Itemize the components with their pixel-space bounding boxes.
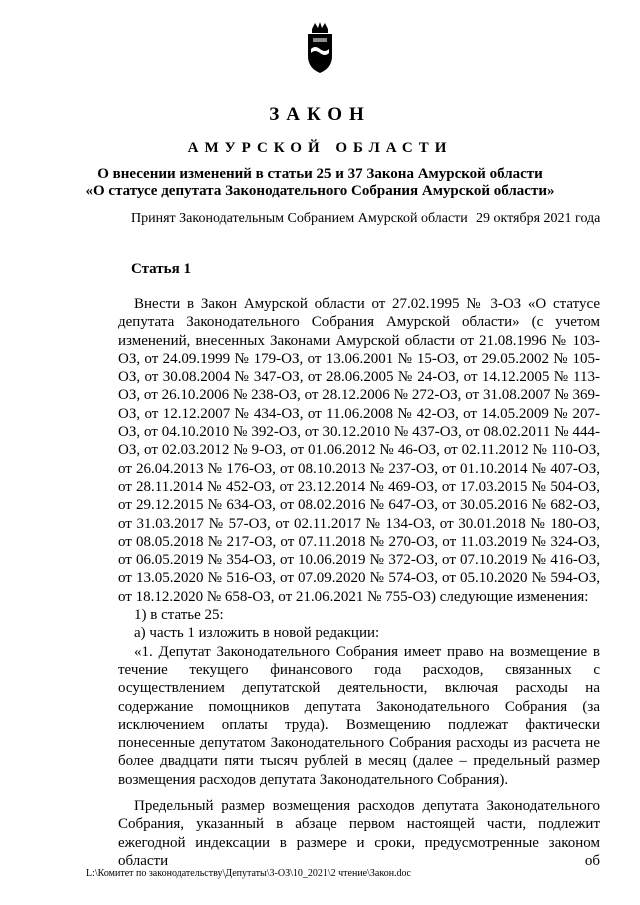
paragraph-item-1: 1) в статье 25: [134,607,224,624]
article-body [118,295,600,870]
footer-file-path: L:\Комитет по законодательству\Депутаты\3-ОЗ\10_2021\2 чтение\Закон.doc [86,868,411,879]
paragraph-item-a: а) часть 1 изложить в новой редакции: [134,625,380,642]
paragraph-indexation: Предельный размер возмещения расходов депутата Законодательного Собрания, указанный в абзаце первом настоящей части, подлежит ежегодной индексации в размере и сроки, предусмотренные законом области об [118,798,600,869]
amur-region-coat-of-arms-icon [300,20,340,75]
document-region: АМУРСКОЙ ОБЛАСТИ [187,140,453,156]
paragraph-amendments-list: Внести в Закон Амурской области от 27.02.1995 № 3-ОЗ «О статусе депутата Законодательного Собрания Амурской области» (с учетом изменений, внесенных Законами Амурской области от 21.08.1996 № 103-ОЗ, от 24.09.1999 № 179-ОЗ, от 13.06.2001 № 15-ОЗ, от 29.05.2002 № 105-ОЗ, от 30.08.2004 № 347-ОЗ, от 28.06.2005 № 24-ОЗ, от 14.12.2005 № 113-ОЗ, от 26.10.2006 № 238-ОЗ, от 28.12.2006 № 272-ОЗ, от 31.08.2007 № 369-ОЗ, от 12.12.2007 № 434-ОЗ, от 11.06.2008 № 42-ОЗ, от 14.05.2009 № 207-ОЗ, от 04.10.2010 № 392-ОЗ, от 30.12.2010 № 437-ОЗ, от 08.02.2011 № 444-ОЗ, от 02.03.2012 № 9-ОЗ, от 01.06.2012 № 46-ОЗ, от 02.11.2012 № 110-ОЗ, от 26.04.2013 № 176-ОЗ, от 08.10.2013 № 237-ОЗ, от 01.10.2014 № 407-ОЗ, от 28.11.2014 № 452-ОЗ, от 23.12.2014 № 469-ОЗ, от 17.03.2015 № 504-ОЗ, от 29.12.2015 № 634-ОЗ, от 08.02.2016 № 647-ОЗ, от 30.05.2016 № 682-ОЗ, от 31.03.2017 № 57-ОЗ, от 02.11.2017 № 134-ОЗ, от 30.01.2018 № 180-ОЗ, от 08.05.2018 № 217-ОЗ, от 07.11.2018 № 270-ОЗ, от 11.03.2019 № 324-ОЗ, от 06.05.2019 № 354-ОЗ, от 10.06.2019 № 372-ОЗ, от 07.10.2019 № 416-ОЗ, от 13.05.2020 № 516-ОЗ, от 07.09.2020 № 574-ОЗ, от 05.10.2020 № 594-ОЗ, от 18.12.2020 № 658-ОЗ, от 21.06.2021 № 755-ОЗ) следующие изменения: [118,296,600,605]
adopted-by: Принят Законодательным Собранием Амурской области [131,211,468,226]
heading-line-2: «О статусе депутата Законодательного Собрания Амурской области» [85,183,555,199]
document-title: ЗАКОН [269,104,371,125]
paragraph-new-wording: «1. Депутат Законодательного Собрания имеет право на возмещение в течение текущего финансового года расходов, связанных с осуществлением депутатской деятельности, включая расходы на содержание помощников депутата Законодательного Собрания (за исключением оплаты труда). Возмещению подлежат фактически понесенные депутатом Законодательного Собрания расходы из расчета не более двадцати пяти тысяч рублей в месяц (далее – предельный размер возмещения расходов депутата Законодательного Собрания). [118,643,600,788]
heading-line-1: О внесении изменений в статьи 25 и 37 Закона Амурской области [97,166,543,182]
adopted-date: 29 октября 2021 года [476,211,601,226]
document-heading [60,166,580,200]
article-title: Статья 1 [131,261,191,277]
